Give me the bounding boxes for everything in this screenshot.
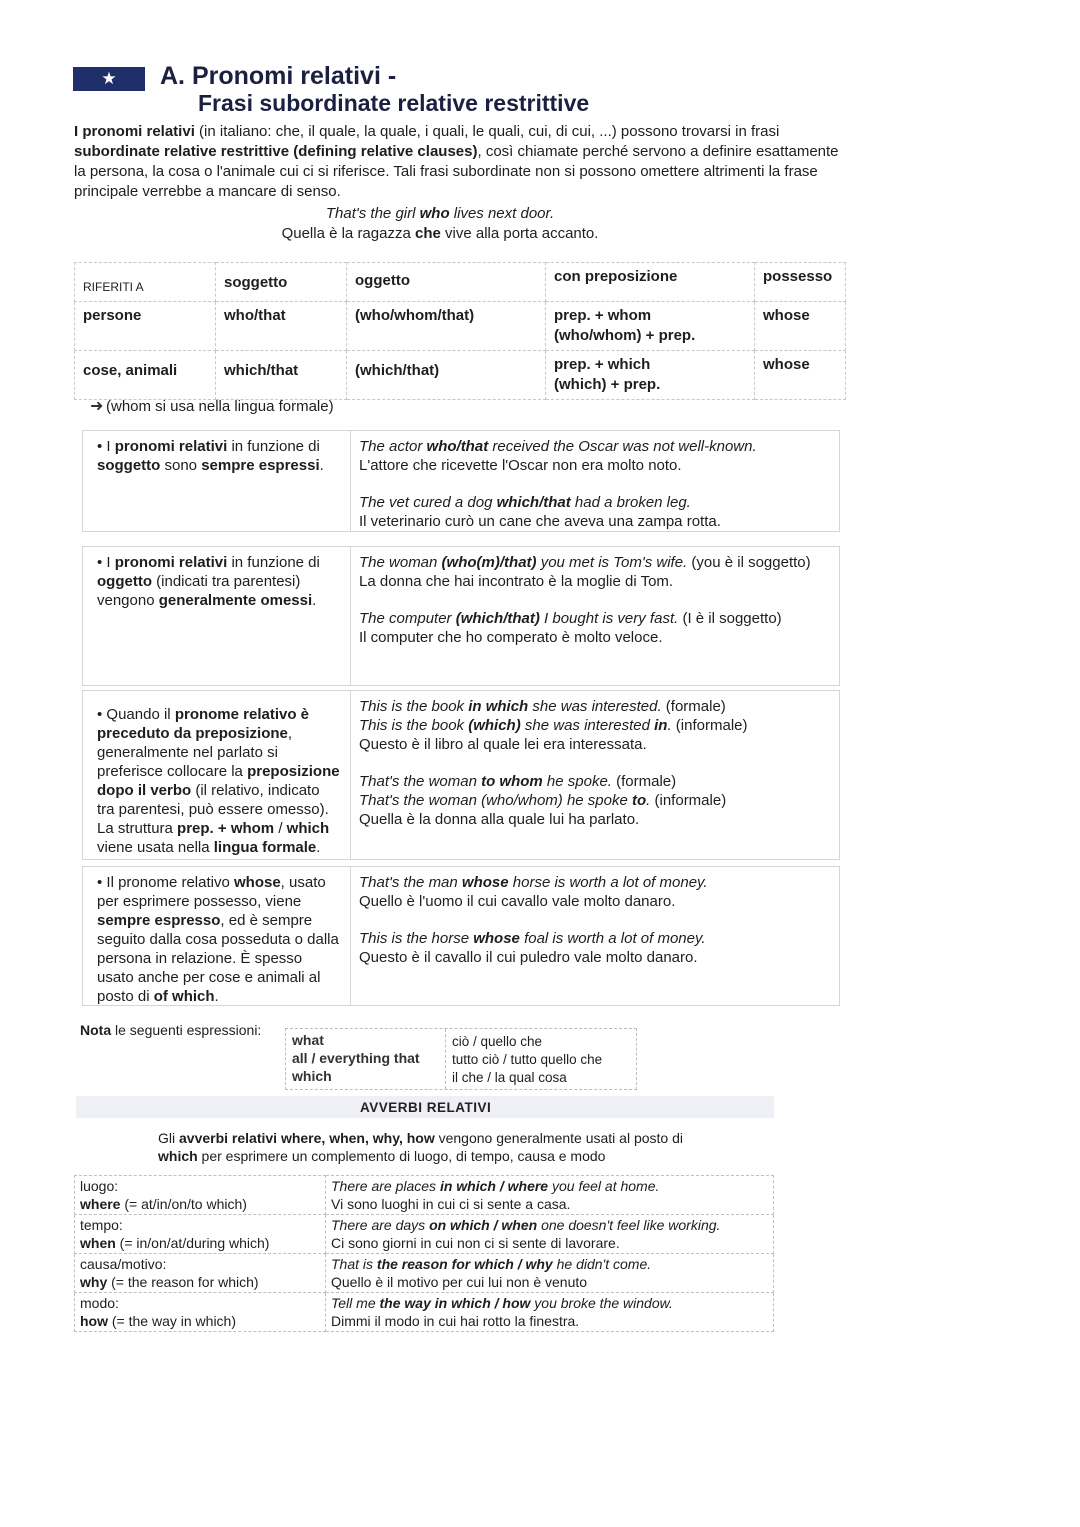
table-cell: (who/whom/that) [347, 302, 546, 351]
rule-part: , usato per esprimere possesso, viene [97, 874, 326, 910]
rule-preposition [82, 690, 840, 860]
adverb-cell [75, 1176, 326, 1215]
table-cell: which/that [216, 351, 347, 400]
table-cell [546, 302, 755, 351]
whom-note [90, 396, 334, 416]
rule-subject-pronouns [82, 430, 840, 532]
adverb-word: how [80, 1313, 108, 1329]
rule-part: (il relativo, indicato tra parentesi, può essere omesso). La struttura [97, 782, 329, 837]
rule-part: • Il pronome relativo [97, 874, 234, 891]
rule-examples [351, 867, 839, 1005]
nota-box [285, 1028, 637, 1090]
intro-text-2: , così chiamate perché servono a definire esattamente la persona, la cosa o l'animale cui ci si riferisce. Tali frasi subordinate non si possono omettere altrimenti la frase principale verrebbe a mancare di senso. [74, 143, 839, 200]
ex-part: This is the book [359, 717, 469, 734]
example-en [359, 873, 831, 892]
example-it: Quella è la donna alla quale lui ha parlato. [359, 811, 640, 828]
ex-bold: (which) [468, 717, 521, 734]
ex-bold: (which/that) [455, 610, 540, 627]
example-en [359, 553, 831, 572]
adv-ex-bold: on which / when [429, 1217, 538, 1233]
ex-part: The computer [359, 610, 456, 627]
table-header-row [75, 263, 846, 302]
adv-ex-bold: in which / where [439, 1178, 549, 1194]
ex-part: That's the man [359, 874, 462, 891]
rule-part: / [274, 820, 287, 837]
adverb-example-cell [326, 1215, 774, 1254]
rule-examples [351, 691, 839, 859]
ex-bold: which/that [496, 494, 571, 511]
ex-bold: whose [461, 874, 509, 891]
example-it: La donna che hai incontrato è la moglie di Tom. [359, 573, 674, 590]
rule-part: in funzione di [227, 438, 320, 455]
rule-part: • I [97, 438, 115, 455]
intro-ex-part: That's the girl [325, 205, 420, 222]
table-cell: persone [75, 302, 216, 351]
rule-part: • I [97, 554, 115, 571]
header-cell: RIFERITI A [75, 263, 216, 302]
adv-intro-bold: which [158, 1148, 198, 1164]
adv-ex-part: he didn't come. [552, 1256, 652, 1272]
relative-pronoun-table [74, 262, 846, 400]
rule-part: in funzione di [227, 554, 320, 571]
rule-part: . [319, 457, 324, 474]
example-it: Il computer che ho comperato è molto veloce. [359, 629, 663, 646]
rule-part: sono [160, 457, 202, 474]
rule-text [83, 867, 351, 1005]
pin-icon: ➜ [90, 398, 104, 415]
adv-ex-part: one doesn't feel like working. [537, 1217, 721, 1233]
intro-ex-part: lives next door. [449, 205, 555, 222]
adv-intro-part: Gli [158, 1130, 179, 1146]
table-row [75, 351, 846, 400]
adverb-cell [75, 1215, 326, 1254]
whom-note-text: (whom si usa nella lingua formale) [106, 398, 334, 415]
ex-part: I bought is very fast. [539, 610, 679, 627]
ex-part: received the Oscar was not well-known. [488, 438, 757, 455]
rule-part: . [214, 988, 219, 1005]
ex-note: (you è il soggetto) [687, 554, 811, 571]
adverb-equivalent: (= in/on/at/during which) [115, 1235, 270, 1251]
rule-bold: pronome relativo è preceduto da preposizione [97, 706, 310, 742]
ex-part: you met is Tom's wife. [536, 554, 688, 571]
ex-part: she was interested. [528, 698, 662, 715]
ex-part: had a broken leg. [570, 494, 691, 511]
ex-note: (I è il soggetto) [678, 610, 782, 627]
table-row [75, 1293, 774, 1332]
example-it: Quello è l'uomo il cui cavallo vale molto danaro. [359, 893, 676, 910]
nota-right-item: il che / la qual cosa [452, 1070, 567, 1085]
ex-tag: (informale) [650, 792, 727, 809]
ex-tag: (informale) [671, 717, 748, 734]
cell-line: prep. + whom [554, 307, 652, 324]
adv-ex-part: There are places [331, 1178, 440, 1194]
cell-line: (who/whom) + prep. [554, 327, 696, 344]
rule-part: , generalmente nel parlato si preferisce collocare la [97, 725, 293, 780]
ex-bold: (who(m)/that) [441, 554, 537, 571]
rule-part: , ed è sempre seguito dalla cosa posseduta o dalla persona in relazione. È spesso usato anche per cose e animali al posto di [97, 912, 339, 1005]
rule-part: . [316, 839, 321, 856]
example-en [359, 772, 831, 791]
rule-bold: soggetto [97, 457, 161, 474]
adv-ex-it: Dimmi il modo in cui hai rotto la finestra. [331, 1313, 580, 1329]
nota-label [80, 1022, 261, 1038]
rule-examples [351, 431, 839, 531]
intro-paragraph [74, 122, 850, 202]
table-row [75, 1176, 774, 1215]
intro-bold-2: subordinate relative restrittive (defining relative clauses) [74, 143, 478, 160]
adv-ex-part: There are days [331, 1217, 430, 1233]
adverb-word: when [80, 1235, 116, 1251]
section-subtitle: Frasi subordinate relative restrittive [198, 90, 590, 116]
table-row [75, 302, 846, 351]
ex-tag: (formale) [661, 698, 726, 715]
rule-object-pronouns [82, 546, 840, 686]
adverbs-table [74, 1175, 774, 1332]
table-cell: whose [755, 302, 846, 351]
adverb-example-cell [326, 1254, 774, 1293]
rule-part: viene usata nella [97, 839, 214, 856]
adverb-category: modo: [80, 1295, 119, 1311]
nota-bold: Nota [80, 1022, 112, 1038]
rule-part: • Quando il [97, 706, 175, 723]
adverb-word: where [80, 1196, 121, 1212]
adverb-cell [75, 1293, 326, 1332]
table-row [75, 1254, 774, 1293]
rule-bold: which [286, 820, 330, 837]
header-cell: con preposizione [546, 263, 755, 302]
ex-bold: in which [468, 698, 529, 715]
rule-bold: sempre espresso [97, 912, 221, 929]
adverbs-intro [158, 1129, 718, 1165]
ex-part: The actor [359, 438, 427, 455]
adv-intro-part: vengono generalmente usati al posto di [434, 1130, 683, 1146]
intro-example-en [0, 205, 880, 222]
ex-part: he spoke. [542, 773, 612, 790]
rule-bold: lingua formale [213, 839, 317, 856]
nota-left-column [286, 1029, 446, 1089]
nota-left-item: which [292, 1068, 332, 1084]
section-title: A. Pronomi relativi - [160, 62, 397, 90]
header-cell: possesso [755, 263, 846, 302]
adv-ex-part: That is [331, 1256, 377, 1272]
example-it: Il veterinario curò un cane che aveva una zampa rotta. [359, 513, 721, 530]
ex-bold: who/that [426, 438, 489, 455]
intro-example-it [0, 225, 880, 242]
ex-part: . [646, 792, 651, 809]
adverb-category: luogo: [80, 1178, 119, 1194]
example-en [359, 929, 831, 948]
adv-ex-it: Vi sono luoghi in cui ci si sente a casa. [331, 1196, 571, 1212]
adv-ex-part: Tell me [331, 1295, 380, 1311]
adv-ex-bold: the way in which / how [379, 1295, 531, 1311]
table-cell: who/that [216, 302, 347, 351]
header-cell: soggetto [216, 263, 347, 302]
example-it: Questo è il cavallo il cui puledro vale molto danaro. [359, 949, 698, 966]
example-it: Questo è il libro al quale lei era interessata. [359, 736, 647, 753]
rule-bold: generalmente omessi [158, 592, 313, 609]
table-cell: cose, animali [75, 351, 216, 400]
adv-intro-part: per esprimere un complemento di luogo, di tempo, causa e modo [197, 1148, 606, 1164]
rule-part: (indicati tra parentesi) vengono [97, 573, 301, 609]
adverb-example-cell [326, 1176, 774, 1215]
adverb-equivalent: (= the way in which) [108, 1313, 236, 1329]
ex-part: That's the woman [359, 773, 482, 790]
example-en [359, 493, 831, 512]
example-en [359, 697, 831, 716]
table-row [75, 1215, 774, 1254]
star-icon: ★ [73, 67, 145, 91]
nota-right-item: ciò / quello che [452, 1034, 543, 1049]
rule-bold: oggetto [97, 573, 152, 590]
adverb-equivalent: (= at/in/on/to which) [120, 1196, 247, 1212]
nota-right-column [446, 1029, 636, 1089]
intro-ex-bold: che [414, 225, 441, 242]
adv-ex-it: Ci sono giorni in cui non ci si sente di lavorare. [331, 1235, 620, 1251]
example-en [359, 716, 831, 735]
nota-right-item: tutto ciò / tutto quello che [452, 1052, 603, 1067]
table-cell: whose [755, 351, 846, 400]
example-it: L'attore che ricevette l'Oscar non era molto noto. [359, 457, 682, 474]
rule-part: . [312, 592, 317, 609]
cell-line: prep. + which [554, 356, 651, 373]
rule-bold: preposizione dopo il verbo [97, 763, 340, 799]
rule-whose [82, 866, 840, 1006]
nota-left-item: all / everything that [292, 1050, 420, 1066]
intro-bold-1: I pronomi relativi [74, 123, 195, 140]
ex-part: foal is worth a lot of money. [519, 930, 706, 947]
rule-bold: prep. + whom [177, 820, 275, 837]
example-en [359, 609, 831, 628]
ex-bold: in [654, 717, 668, 734]
ex-part: The woman [359, 554, 442, 571]
nota-left-item: what [292, 1032, 324, 1048]
table-cell [546, 351, 755, 400]
intro-ex-part: Quella è la ragazza [281, 225, 415, 242]
rule-examples [351, 547, 839, 685]
ex-part: she was interested [520, 717, 655, 734]
ex-part: This is the book [359, 698, 469, 715]
cell-line: (which) + prep. [554, 376, 661, 393]
intro-text-1: (in italiano: che, il quale, la quale, i quali, le quali, cui, di cui, ...) possono trovarsi in frasi [194, 123, 780, 140]
rule-bold: pronomi relativi [114, 554, 228, 571]
rule-bold: sempre espressi [201, 457, 320, 474]
adverb-equivalent: (= the reason for which) [107, 1274, 259, 1290]
adv-ex-part: you broke the window. [530, 1295, 673, 1311]
adv-intro-bold: avverbi relativi where, when, why, how [179, 1130, 435, 1146]
header-cell: oggetto [347, 263, 546, 302]
ex-bold: to [632, 792, 647, 809]
example-en [359, 437, 831, 456]
ex-part: That's the woman (who/whom) he spoke [359, 792, 632, 809]
adverb-example-cell [326, 1293, 774, 1332]
ex-part: The vet cured a dog [359, 494, 497, 511]
adv-ex-bold: the reason for which / why [376, 1256, 553, 1272]
nota-rest: le seguenti espressioni: [111, 1022, 262, 1038]
table-cell: (which/that) [347, 351, 546, 400]
adv-ex-part: you feel at home. [548, 1178, 660, 1194]
rule-text [83, 547, 351, 685]
rule-bold: whose [233, 874, 281, 891]
rule-text [83, 691, 351, 859]
intro-ex-bold: who [419, 205, 450, 222]
intro-ex-part: vive alla porta accanto. [440, 225, 599, 242]
ex-tag: (formale) [611, 773, 677, 790]
adverbs-title: AVVERBI RELATIVI [360, 1100, 492, 1115]
ex-part: horse is worth a lot of money. [508, 874, 708, 891]
rule-text [83, 431, 351, 531]
ex-part: This is the horse [359, 930, 474, 947]
adverb-cell [75, 1254, 326, 1293]
adverb-word: why [80, 1274, 108, 1290]
adverb-category: tempo: [80, 1217, 123, 1233]
ex-part: . [667, 717, 672, 734]
adverb-category: causa/motivo: [80, 1256, 167, 1272]
adv-ex-it: Quello è il motivo per cui lui non è venuto [331, 1274, 588, 1290]
ex-bold: to whom [481, 773, 543, 790]
rule-bold: of which [153, 988, 215, 1005]
example-en [359, 791, 831, 810]
rule-bold: pronomi relativi [114, 438, 228, 455]
ex-bold: whose [473, 930, 520, 947]
